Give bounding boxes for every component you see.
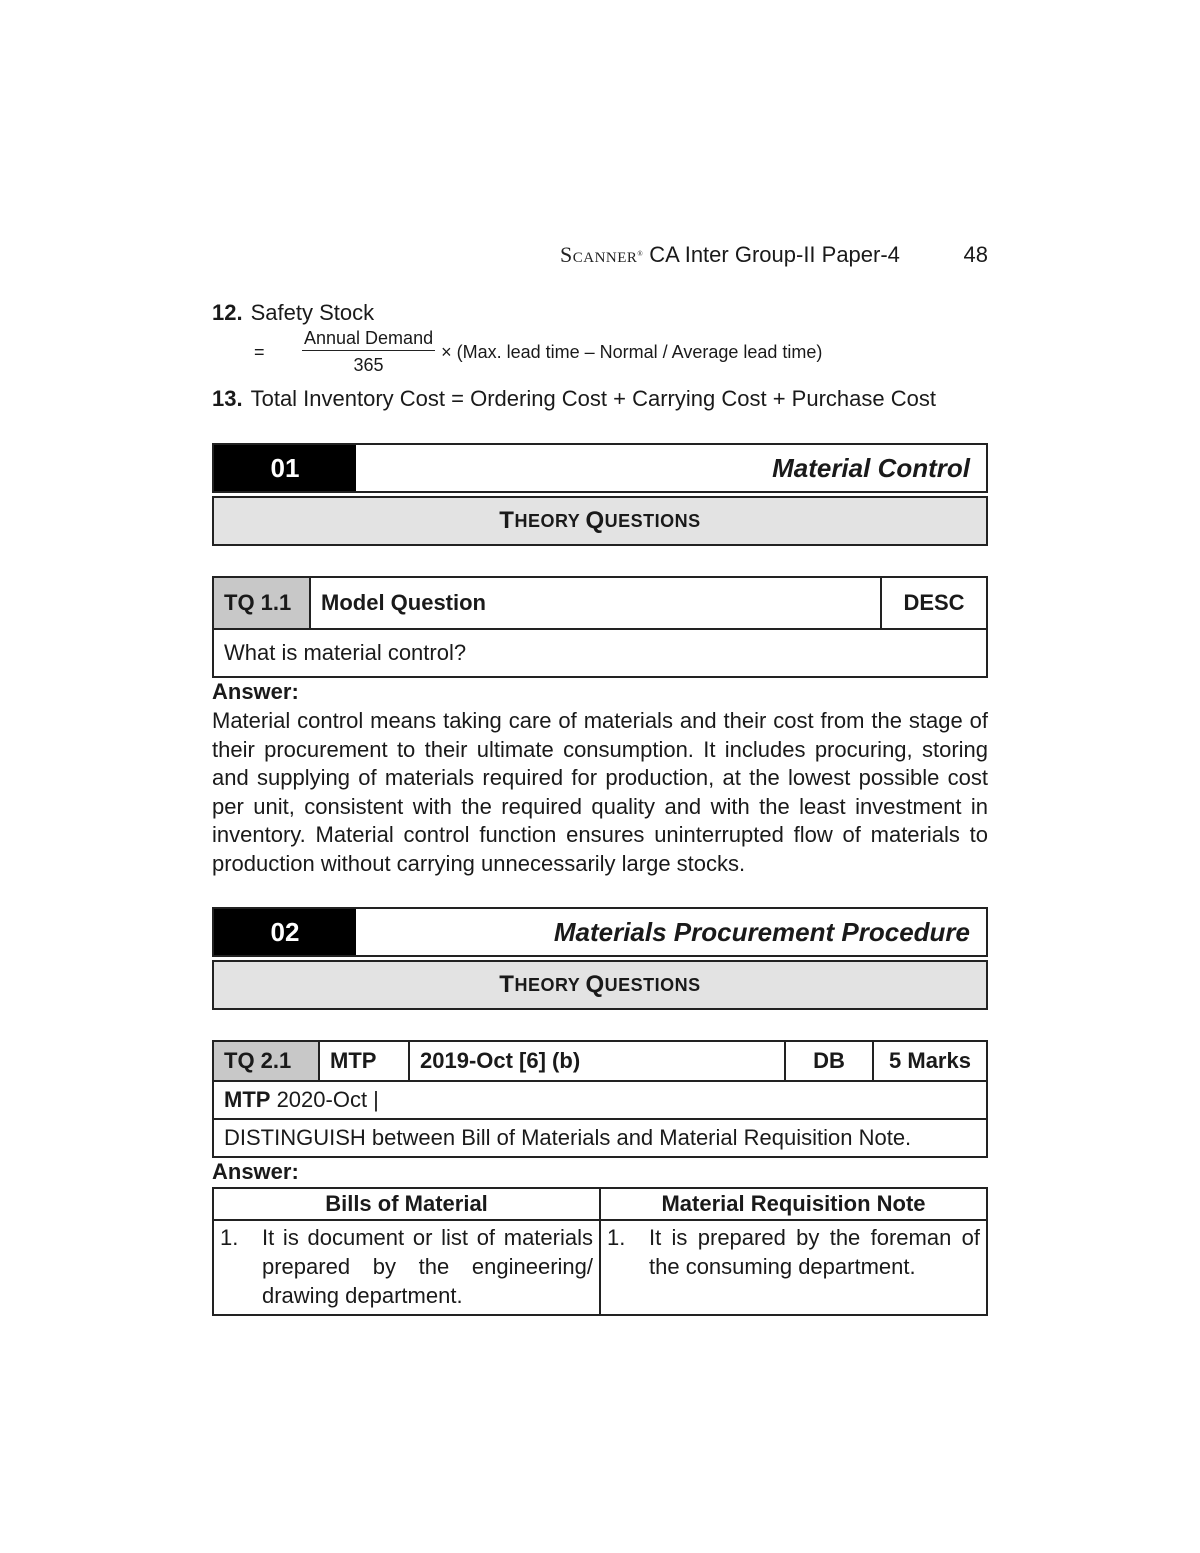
heading-cap: Q — [585, 507, 605, 534]
page-header — [560, 238, 988, 272]
section-header-02 — [212, 907, 988, 957]
list-item — [220, 1223, 593, 1310]
table-row — [213, 1220, 987, 1315]
question-table-tq-1-1 — [212, 576, 988, 678]
comparison-header-left: Bills of Material — [213, 1188, 600, 1220]
question-type: DB — [785, 1041, 873, 1081]
answer-label: Answer: — [212, 1159, 299, 1184]
page-number: 48 — [963, 242, 988, 267]
formula-expression — [212, 328, 992, 376]
fraction-numerator: Annual Demand — [302, 328, 435, 351]
fraction-denominator: 365 — [353, 355, 384, 375]
comparison-table — [212, 1187, 988, 1316]
formula-total-inventory-cost — [212, 386, 1002, 412]
question-table-tq-2-1 — [212, 1040, 988, 1158]
comparison-header-right: Material Requisition Note — [600, 1188, 987, 1220]
list-item — [607, 1223, 980, 1281]
question-reference: 2019-Oct [6] (b) — [409, 1041, 785, 1081]
comparison-cell-left — [213, 1220, 600, 1315]
heading-rest: UESTIONS — [604, 510, 701, 531]
question-also-asked — [213, 1081, 987, 1119]
question-marks: 5 Marks — [873, 1041, 987, 1081]
formula-safety-stock — [212, 300, 992, 376]
section-title: Materials Procurement Procedure — [553, 916, 970, 947]
question-source: Model Question — [310, 577, 881, 629]
heading-cap: Q — [585, 971, 605, 998]
question-source: MTP — [319, 1041, 409, 1081]
section-header-01 — [212, 443, 988, 493]
list-number: 1. — [607, 1225, 626, 1250]
question-code: TQ 2.1 — [213, 1041, 319, 1081]
item-number: 12. — [212, 300, 243, 325]
section-number: 02 — [214, 909, 356, 955]
list-text: It is prepared by the foreman of the consuming department. — [649, 1225, 980, 1279]
question-type: DESC — [881, 577, 987, 629]
heading-rest: HEORY — [514, 510, 586, 531]
heading-cap: T — [499, 507, 515, 534]
formula-heading — [212, 300, 992, 326]
question-code: TQ 1.1 — [213, 577, 310, 629]
item-number: 13. — [212, 386, 243, 411]
answer-paragraph: Material control means taking care of materials and their cost from the stage of their procurement to their ultimate consumption. It includes procuring, storing and supplying of materials required for production, at the lowest possible cost per unit, consistent with the required quality and with the least investment in inventory. Material control function ensures uninterrupted flow of materials to production without carrying unnecessarily large stocks. — [212, 708, 988, 876]
equals-sign: = — [254, 341, 265, 362]
also-asked-label: MTP — [224, 1087, 271, 1112]
list-text: It is document or list of materials prepared by the engineering/ drawing department. — [262, 1225, 593, 1308]
heading-cap: T — [499, 971, 515, 998]
theory-questions-heading — [212, 496, 988, 546]
item-text: Total Inventory Cost = Ordering Cost + Carrying Cost + Purchase Cost — [250, 386, 936, 411]
section-title: Material Control — [772, 452, 970, 483]
answer-label: Answer: — [212, 679, 299, 704]
formula-tail: × (Max. lead time – Normal / Average lead time) — [441, 341, 823, 362]
question-text: DISTINGUISH between Bill of Materials and Material Requisition Note. — [213, 1119, 987, 1157]
section-number: 01 — [214, 445, 356, 491]
also-asked-text: 2020-Oct | — [270, 1087, 379, 1112]
scanner-logo: SCANNER® — [560, 242, 644, 267]
theory-questions-heading — [212, 960, 988, 1010]
list-number: 1. — [220, 1225, 239, 1250]
question-text: What is material control? — [213, 629, 987, 677]
header-title: CA Inter Group-II Paper-4 — [649, 242, 900, 267]
heading-rest: UESTIONS — [604, 974, 701, 995]
fraction — [302, 328, 435, 376]
heading-rest: HEORY — [514, 974, 586, 995]
item-label: Safety Stock — [250, 300, 375, 325]
comparison-cell-right — [600, 1220, 987, 1315]
